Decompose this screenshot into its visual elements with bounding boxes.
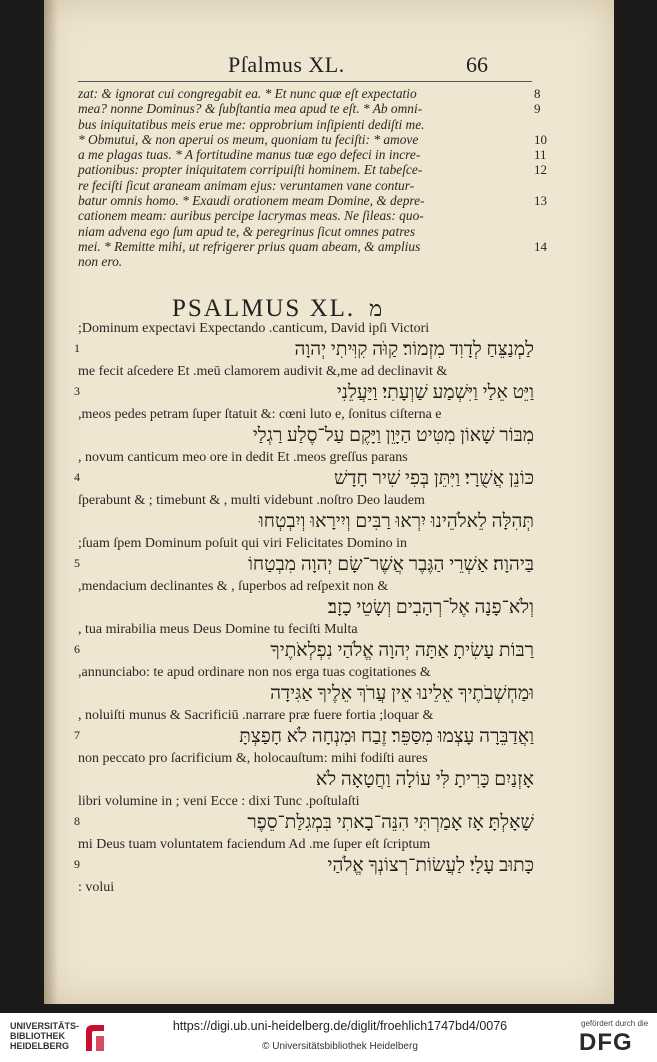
latin-gloss-line: , novum canticum meo ore in dedit Et .meos greſſus parans (78, 450, 408, 465)
latin-gloss-line: non peccato pro ſacrificium &, holocauſtum: mihi fodiſti aures (78, 751, 428, 766)
hebrew-line-text: אָזְנַיִם כָּרִיתָ לִּי עוֹלָה וַחֲטָאָה לֹא (315, 769, 534, 790)
latin-line (78, 254, 528, 269)
verse-number: 9 (74, 857, 80, 871)
hebrew-line-text: רַבּוֹת עָשִׂיתָ אַתָּה יְהוָה אֱלֹהַי נִפְלְאֹתֶיךָ (270, 640, 534, 661)
hebrew-line (74, 380, 538, 406)
latin-line-text: batur omnis homo. * Exaudi orationem meam Domine, & depre- (78, 193, 425, 209)
latin-line (78, 193, 547, 209)
latin-gloss-line: libri volumine in ; veni Ecce : dixi Tunc .poſtulaſti (78, 794, 360, 809)
latin-line (78, 224, 528, 239)
interlinear-text (74, 320, 538, 896)
head-rule (78, 81, 532, 82)
library-logo-text: UNIVERSITÄTS- BIBLIOTHEK HEIDELBERG (10, 1021, 80, 1051)
hebrew-line (78, 509, 538, 535)
hebrew-line-text: בַּיהוָה׃ אַשְׁרֵי הַגֶּבֶר אֲשֶׁר־שָׂם יְהוָה מִבְטַחוֹ (248, 554, 534, 575)
latin-line (78, 101, 541, 117)
hebrew-line (78, 595, 538, 621)
psalm-heading (172, 295, 384, 323)
hebrew-line (74, 853, 538, 879)
hebrew-line (78, 423, 538, 449)
latin-line-text: * Obmutui, & non aperui os meum, quoniam tu feciſti: * amove (78, 131, 419, 147)
latin-line (78, 131, 547, 147)
verse-number: 3 (74, 384, 80, 398)
latin-line-text: niam advena ego ſum apud te, & peregrinus ſicut omnes patres (78, 223, 416, 239)
hebrew-line (74, 638, 538, 664)
verse-number: 8 (74, 814, 80, 828)
hebrew-line-text: לַמְנַצֵּחַ לְדָוִד מִזְמוֹר׃ קַוֹּה קִוִּיתִי יְהוָה (294, 339, 534, 360)
hebrew-line-text: כָּתוּב עָלָי׃ לַעֲשׂוֹת־רְצוֹנְךָ אֱלֹהַי (327, 855, 534, 876)
hebrew-line (74, 810, 538, 836)
running-head (44, 52, 614, 82)
latin-gloss-line: ſperabunt & ; timebunt & , multi videbunt .noſtro Deo laudem (78, 493, 425, 508)
hebrew-line (78, 767, 538, 793)
verse-number: 10 (534, 131, 547, 147)
latin-line-text: bus iniquitatibus meis erue me: opprobrium inſipienti dediſti me. (78, 116, 425, 132)
verse-number: 13 (534, 193, 547, 209)
latin-gloss-line: mi Deus tuam voluntatem faciendum Ad .me ſuper eſt ſcriptum (78, 837, 431, 852)
footer-bar (0, 1013, 657, 1062)
copyright-text: © Universitätsbibliothek Heidelberg (262, 1041, 418, 1052)
page-gutter-shadow (44, 0, 58, 1004)
latin-line (78, 238, 547, 254)
verse-number: 14 (534, 238, 547, 254)
dfg-logo-text: DFG (579, 1029, 633, 1056)
hebrew-line (78, 681, 538, 707)
ub-logo-mark-icon (84, 1023, 106, 1053)
latin-gloss-line: : volui (78, 880, 115, 895)
latin-gloss-line: ;Dominum expectavi Expectando .canticum, David ipſi Victori (78, 321, 430, 336)
latin-line-text: a me plagas tuas. * A fortitudine manus tuæ ego defeci in incre- (78, 147, 421, 163)
latin-line (78, 208, 528, 223)
verse-number: 12 (534, 162, 547, 178)
hebrew-line-text: כּוֹנֵן אֲשֻׁרָי׃ וַיִּתֵּן בְּפִי שִׁיר חָדָשׁ (333, 468, 534, 489)
hebrew-line-text: וַאֲדַבֵּרָה עָצְמוּ מִסַּפֵּר׃ זֶבַח וּמִנְחָה לֹא חָפַצְתָּ (239, 726, 534, 747)
verse-number: 7 (74, 728, 80, 742)
hebrew-line (74, 552, 538, 578)
verse-number: 11 (534, 147, 547, 163)
latin-gloss-line: ,meos pedes petram ſuper ſtatuit &: cœni luto e, ſonitus ciſterna e (78, 407, 442, 422)
dfg-logo[interactable] (565, 1017, 651, 1057)
psalm-hebrew-numeral: מ (369, 296, 385, 321)
latin-gloss-line: , tua mirabilia meus Deus Domine tu feciſti Multa (78, 622, 358, 637)
hebrew-line-text: וְלֹא־פָנָה אֶל־רְהָבִים וְשָׂטֵי כָזָב׃ (327, 597, 534, 618)
verse-number: 1 (74, 341, 80, 355)
latin-line-text: zat: & ignorat cui congregabit ea. * Et nunc quæ eſt expectatio (78, 86, 417, 101)
psalm-heading-label: PSALMUS XL. (172, 295, 356, 322)
university-library-logo[interactable] (10, 1021, 125, 1055)
verse-number: 8 (534, 86, 541, 101)
hebrew-line (74, 724, 538, 750)
latin-gloss-line: ,mendacium declinantes & , ſuperbos ad reſpexit non & (78, 579, 389, 594)
latin-line (78, 147, 547, 163)
latin-line-text: mea? nonne Dominus? & ſubſtantia mea apud te eſt. * Ab omni- (78, 101, 423, 117)
book-page (44, 0, 614, 1004)
verse-number: 4 (74, 470, 80, 484)
latin-gloss-line: me fecit aſcedere Et .meū clamorem audivit &,me ad declinavit & (78, 364, 448, 379)
latin-commentary-block (78, 86, 547, 270)
verse-number: 6 (74, 642, 80, 656)
hebrew-line-text: וּמַחְשְׁבֹתֶיךָ אֵלֵינוּ אֵין עֲרֹךְ אֵלֶיךָ אַגִּידָה (270, 683, 534, 704)
latin-gloss-line: ;ſuam ſpem Dominum poſuit qui viri Felicitates Domino in (78, 536, 407, 551)
page-url-link[interactable]: https://digi.ub.uni-heidelberg.de/diglit/froehlich1747bd4/0076 (172, 1019, 508, 1033)
running-title: Pſalmus XL. (228, 52, 345, 77)
hebrew-line (74, 466, 538, 492)
hebrew-line-text: תְּהִלָּה לֵאלֹהֵינוּ יִרְאוּ רַבִּים וְיִירָאוּ וְיִבְטְחוּ (258, 511, 534, 532)
latin-line-text: mei. * Remitte mihi, ut refrigerer prius quam abeam, & amplius (78, 238, 421, 254)
dfg-caption: gefördert durch die (581, 1019, 649, 1028)
page-number: 66 (466, 52, 488, 77)
latin-gloss-line: ,annunciabo: te apud ordinare non nos erga tuas cogitationes & (78, 665, 431, 680)
latin-line-text: cationem meam: auribus percipe lacrymas meas. Ne ſileas: quo- (78, 208, 424, 224)
verse-number: 5 (74, 556, 80, 570)
latin-line (78, 162, 547, 178)
latin-line (78, 178, 528, 193)
latin-gloss-line: , noluiſti munus & Sacrificiū .narrare præ fuere fortia ;loquar & (78, 708, 434, 723)
latin-line-text: non ero. (78, 254, 123, 270)
hebrew-line-text: וַיֵּט אֵלַי וַיִּשְׁמַע שַׁוְעָתִי׃ וַיַּעֲלֵנִי (336, 382, 534, 403)
latin-line (78, 86, 541, 101)
latin-line-text: re feciſti ſicut araneam animam ejus: veruntamen vane contur- (78, 177, 415, 193)
hebrew-line (74, 337, 538, 363)
latin-line-text: pationibus: propter iniquitatem corripuiſti hominem. Et tabeſce- (78, 162, 423, 178)
hebrew-line-text: שָׁאָלְתָּ׃ אָז אָמַרְתִּי הִנֵּה־בָאתִי בִּמְגִלַּת־סֵפֶר (247, 812, 534, 833)
latin-line (78, 117, 528, 132)
verse-number: 9 (534, 101, 541, 117)
hebrew-line-text: מִבּוֹר שָׁאוֹן מִטִּיט הַיָּוֵן וַיָּקֶם עַל־סֶלַע רַגְלַי (252, 425, 534, 446)
